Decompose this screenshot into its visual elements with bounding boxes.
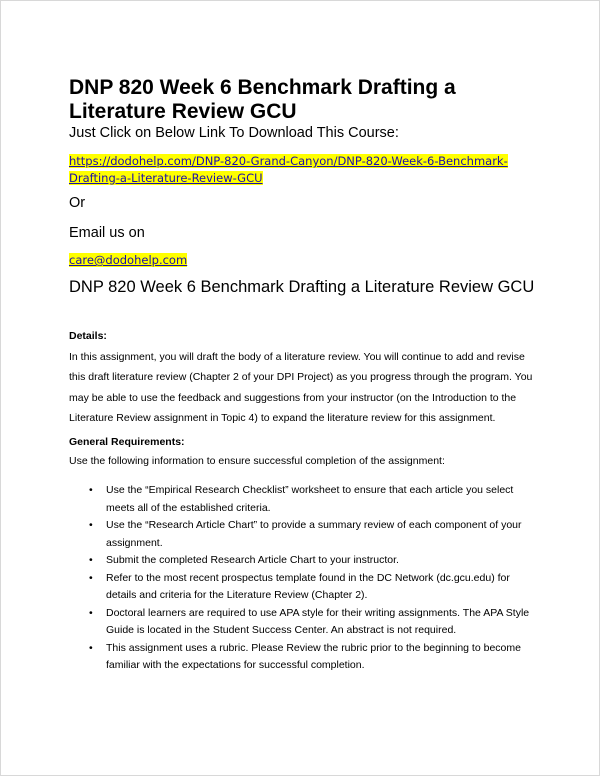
list-item <box>69 640 539 675</box>
email-label: Email us on <box>69 225 145 241</box>
details-heading: Details: <box>69 330 107 342</box>
list-item-text: Refer to the most recent prospectus template found in the DC Network (dc.gcu.edu) for details and criteria for the Literature Review (Chapter 2). <box>106 571 510 601</box>
list-item-text: Submit the completed Research Article Chart to your instructor. <box>106 554 399 566</box>
bullet-icon: • <box>89 554 93 566</box>
section-title: DNP 820 Week 6 Benchmark Drafting a Literature Review GCU <box>69 278 535 296</box>
or-text: Or <box>69 195 86 211</box>
details-paragraph: In this assignment, you will draft the body of a literature review. You will continue to add and revise this draft literature review (Chapter 2 of your DPI Project) as you progress through the program. You may be able to use the feedback and suggestions from your instructor (on the Introduction to the Literature Review assignment in Topic 4) to expand the literature review for this assignment. <box>69 351 533 425</box>
requirements-list <box>69 482 539 675</box>
bullet-icon: • <box>89 484 93 496</box>
page-title: DNP 820 Week 6 Benchmark Drafting a Literature Review GCU <box>69 76 456 123</box>
bullet-icon: • <box>89 641 93 654</box>
list-item <box>69 517 539 552</box>
general-requirements-heading: General Requirements: <box>69 436 185 448</box>
list-item-text: Use the “Research Article Chart” to provide a summary review of each component of your assignment. <box>106 519 522 549</box>
list-item <box>69 552 539 570</box>
list-item-text: This assignment uses a rubric. Please Review the rubric prior to the beginning to become familiar with the expectations for successful completion. <box>106 641 521 671</box>
list-item <box>69 605 539 640</box>
download-link[interactable]: https://dodohelp.com/DNP-820-Grand-Canyon/DNP-820-Week-6-Benchmark-Drafting-a-Literature-Review-GCU <box>69 154 508 185</box>
bullet-icon: • <box>89 571 93 584</box>
bullet-icon: • <box>89 606 93 619</box>
email-link[interactable]: care@dodohelp.com <box>69 253 188 267</box>
list-item-text: Doctoral learners are required to use APA style for their writing assignments. The APA Style Guide is located in the Student Success Center. An abstract is not required. <box>106 606 530 636</box>
email-block <box>69 252 187 269</box>
general-requirements-intro: Use the following information to ensure successful completion of the assignment: <box>69 455 445 467</box>
download-intro: Just Click on Below Link To Download This Course: <box>69 125 399 141</box>
download-link-block <box>69 153 529 187</box>
list-item-text: Use the “Empirical Research Checklist” worksheet to ensure that each article you select meets all of the established criteria. <box>106 484 514 514</box>
bullet-icon: • <box>89 519 93 531</box>
list-item <box>69 482 539 517</box>
list-item <box>69 570 539 605</box>
